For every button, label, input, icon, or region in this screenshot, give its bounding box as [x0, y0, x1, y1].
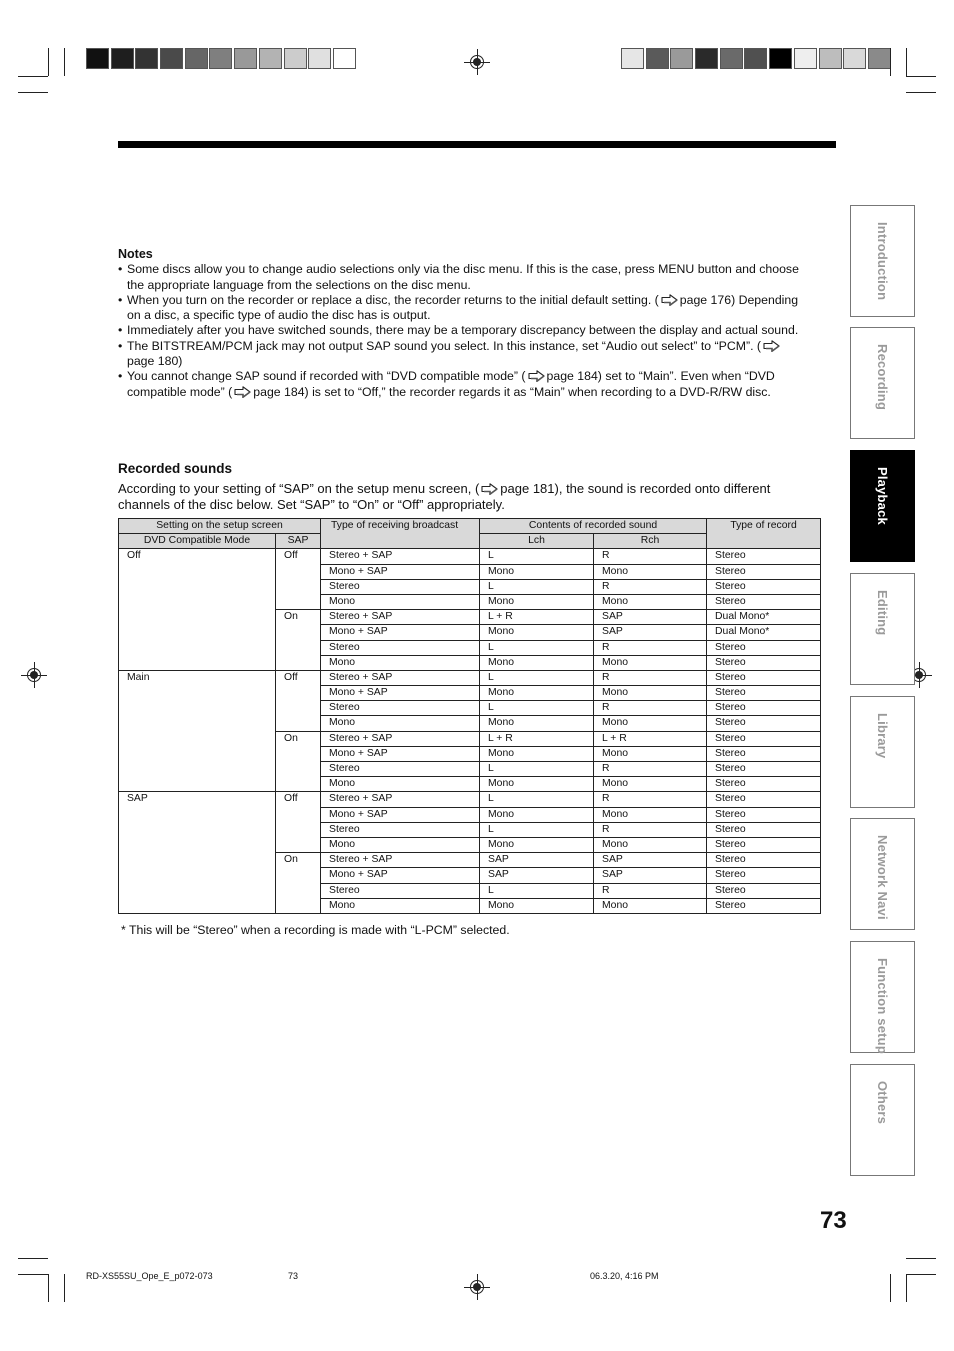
- color-swatch: [769, 48, 792, 69]
- chapter-tab-label: Library: [875, 713, 890, 759]
- chapter-tab-label: Function setup: [875, 958, 890, 1054]
- notes-section: [118, 247, 808, 400]
- color-swatch: [209, 48, 232, 69]
- color-swatch: [621, 48, 644, 69]
- cell-record-type: Stereo: [707, 807, 821, 822]
- cell-lch: L: [480, 792, 594, 807]
- chapter-tab-label: Recording: [875, 344, 890, 411]
- cell-lch: L: [480, 640, 594, 655]
- chapter-tab-recording[interactable]: [850, 327, 915, 439]
- cell-record-type: Stereo: [707, 853, 821, 868]
- color-swatch: [86, 48, 109, 69]
- cell-record-type: Stereo: [707, 822, 821, 837]
- cell-lch: L: [480, 883, 594, 898]
- page-ref-arrow-icon: [481, 483, 498, 495]
- page-ref-arrow-icon: [234, 386, 251, 398]
- cell-rch: SAP: [594, 868, 707, 883]
- cell-lch: L: [480, 670, 594, 685]
- cell-rch: SAP: [594, 625, 707, 640]
- cell-lch: Mono: [480, 898, 594, 913]
- chapter-tab-label: Introduction: [875, 222, 890, 301]
- cell-broadcast: Stereo + SAP: [321, 670, 480, 685]
- header-sap: SAP: [276, 534, 321, 549]
- cell-lch: Mono: [480, 686, 594, 701]
- cell-lch: Mono: [480, 746, 594, 761]
- cell-record-type: Stereo: [707, 549, 821, 564]
- color-swatch: [135, 48, 158, 69]
- chapter-tab-network-navi[interactable]: [850, 818, 915, 930]
- recorded-sounds-table: [118, 518, 821, 914]
- cell-rch: R: [594, 670, 707, 685]
- cell-record-type: Stereo: [707, 564, 821, 579]
- cell-lch: Mono: [480, 625, 594, 640]
- color-swatch: [646, 48, 669, 69]
- cell-record-type: Stereo: [707, 670, 821, 685]
- color-swatch: [308, 48, 331, 69]
- header-lch: Lch: [480, 534, 594, 549]
- cell-rch: Mono: [594, 716, 707, 731]
- color-swatch: [794, 48, 817, 69]
- cell-record-type: Stereo: [707, 837, 821, 852]
- cell-broadcast: Mono + SAP: [321, 807, 480, 822]
- cell-lch: SAP: [480, 868, 594, 883]
- cell-rch: Mono: [594, 594, 707, 609]
- cell-lch: Mono: [480, 716, 594, 731]
- cell-record-type: Dual Mono*: [707, 610, 821, 625]
- note-item: • When you turn on the recorder or replace a disc, the recorder returns to the initial default setting. ( page 176) Depending on a disc, a specific type of audio the disc has is output.: [118, 293, 808, 324]
- cell-lch: Mono: [480, 594, 594, 609]
- cell-lch: Mono: [480, 807, 594, 822]
- cell-broadcast: Mono + SAP: [321, 625, 480, 640]
- cell-rch: R: [594, 579, 707, 594]
- page-ref-arrow-icon: [763, 340, 780, 352]
- cell-rch: R: [594, 883, 707, 898]
- notes-title: Notes: [118, 247, 153, 261]
- cell-record-type: Stereo: [707, 686, 821, 701]
- cell-record-type: Stereo: [707, 883, 821, 898]
- header-rule: [118, 141, 836, 148]
- cell-lch: L: [480, 822, 594, 837]
- cell-rch: Mono: [594, 777, 707, 792]
- cell-broadcast: Stereo: [321, 883, 480, 898]
- cell-lch: SAP: [480, 853, 594, 868]
- cell-rch: R: [594, 701, 707, 716]
- page-ref-arrow-icon: [528, 370, 545, 382]
- color-swatch: [868, 48, 891, 69]
- footer-filename: RD-XS55SU_Ope_E_p072-073: [86, 1271, 213, 1281]
- cell-broadcast: Stereo + SAP: [321, 610, 480, 625]
- cell-dvd-mode: Main: [119, 670, 276, 792]
- header-broadcast: Type of receiving broadcast: [321, 519, 480, 549]
- note-item: • Some discs allow you to change audio selections only via the disc menu. If this is the case, press MENU button and choose the appropriate language from the selections on the disc menu.: [118, 262, 808, 293]
- cell-record-type: Stereo: [707, 868, 821, 883]
- chapter-tab-others[interactable]: [850, 1064, 915, 1176]
- color-swatch: [843, 48, 866, 69]
- cell-rch: R: [594, 640, 707, 655]
- chapter-tab-label: Network Navi: [875, 835, 890, 920]
- registration-mark-icon: [464, 1274, 490, 1300]
- cell-sap: Off: [276, 549, 321, 610]
- cell-rch: Mono: [594, 837, 707, 852]
- note-item: • The BITSTREAM/PCM jack may not output SAP sound you select. In this instance, set “Audio out select” to “PCM”. ( page 180): [118, 339, 808, 370]
- chapter-tab-editing[interactable]: [850, 573, 915, 685]
- color-swatch: [185, 48, 208, 69]
- cell-broadcast: Mono: [321, 594, 480, 609]
- header-setting: Setting on the setup screen: [119, 519, 321, 534]
- cell-broadcast: Stereo + SAP: [321, 853, 480, 868]
- notes-list: [118, 262, 808, 400]
- color-swatch: [819, 48, 842, 69]
- cell-broadcast: Mono + SAP: [321, 564, 480, 579]
- cell-lch: L + R: [480, 731, 594, 746]
- color-swatch: [234, 48, 257, 69]
- cell-record-type: Dual Mono*: [707, 625, 821, 640]
- section-title: Recorded sounds: [118, 461, 233, 476]
- color-swatch: [720, 48, 743, 69]
- cell-rch: SAP: [594, 610, 707, 625]
- cell-broadcast: Stereo: [321, 701, 480, 716]
- cell-broadcast: Mono + SAP: [321, 686, 480, 701]
- header-dvd-mode: DVD Compatible Mode: [119, 534, 276, 549]
- cell-broadcast: Mono: [321, 898, 480, 913]
- cell-broadcast: Stereo: [321, 762, 480, 777]
- color-swatch: [695, 48, 718, 69]
- cell-rch: L + R: [594, 731, 707, 746]
- header-rch: Rch: [594, 534, 707, 549]
- footer-page: 73: [288, 1271, 299, 1281]
- cell-broadcast: Stereo + SAP: [321, 549, 480, 564]
- cell-broadcast: Mono + SAP: [321, 868, 480, 883]
- cell-broadcast: Mono + SAP: [321, 746, 480, 761]
- header-record-type: Type of record: [707, 519, 821, 549]
- cell-lch: L: [480, 549, 594, 564]
- cell-lch: Mono: [480, 777, 594, 792]
- cell-record-type: Stereo: [707, 655, 821, 670]
- footnote: * This will be “Stereo” when a recording is made with “L-PCM” selected.: [121, 923, 510, 937]
- header-contents: Contents of recorded sound: [480, 519, 707, 534]
- color-swatch: [284, 48, 307, 69]
- cell-sap: On: [276, 610, 321, 671]
- cell-record-type: Stereo: [707, 792, 821, 807]
- cell-record-type: Stereo: [707, 579, 821, 594]
- cell-broadcast: Stereo + SAP: [321, 731, 480, 746]
- cell-record-type: Stereo: [707, 746, 821, 761]
- color-bar-right: [621, 48, 893, 69]
- chapter-tab-introduction[interactable]: [850, 205, 915, 317]
- cell-sap: On: [276, 853, 321, 914]
- cell-lch: Mono: [480, 837, 594, 852]
- cell-lch: L + R: [480, 610, 594, 625]
- note-item: • Immediately after you have switched sounds, there may be a temporary discrepancy between the display and actual sound.: [118, 323, 808, 338]
- footer-timestamp: 06.3.20, 4:16 PM: [590, 1271, 659, 1281]
- table-body: [119, 549, 821, 914]
- cell-lch: L: [480, 762, 594, 777]
- cell-broadcast: Stereo: [321, 640, 480, 655]
- note-item: • You cannot change SAP sound if recorded with “DVD compatible mode” ( page 184) set to “Main”. Even when “DVD compatible mode” ( page 184) is set to “Off,” the recorder regards it as “Main” when recording to a DVD-R/RW disc.: [118, 369, 808, 400]
- cell-broadcast: Mono: [321, 837, 480, 852]
- cell-sap: Off: [276, 670, 321, 731]
- table-row: [119, 670, 821, 685]
- color-swatch: [160, 48, 183, 69]
- cell-rch: Mono: [594, 807, 707, 822]
- cell-rch: Mono: [594, 564, 707, 579]
- color-bar-left: [86, 48, 358, 69]
- page-ref-arrow-icon: [661, 294, 678, 306]
- table-row: [119, 792, 821, 807]
- page-number: 73: [820, 1207, 847, 1234]
- cell-rch: R: [594, 549, 707, 564]
- color-swatch: [111, 48, 134, 69]
- cell-record-type: Stereo: [707, 898, 821, 913]
- chapter-tab-label: Others: [875, 1081, 890, 1125]
- cell-record-type: Stereo: [707, 762, 821, 777]
- cell-lch: L: [480, 701, 594, 716]
- cell-rch: R: [594, 762, 707, 777]
- cell-record-type: Stereo: [707, 777, 821, 792]
- chapter-tab-label: Editing: [875, 590, 890, 636]
- cell-broadcast: Mono: [321, 655, 480, 670]
- cell-dvd-mode: SAP: [119, 792, 276, 914]
- cell-broadcast: Mono: [321, 777, 480, 792]
- cell-lch: L: [480, 579, 594, 594]
- color-swatch: [259, 48, 282, 69]
- registration-mark-icon: [464, 49, 490, 75]
- chapter-tab-label: Playback: [875, 467, 890, 525]
- cell-record-type: Stereo: [707, 640, 821, 655]
- cell-rch: R: [594, 822, 707, 837]
- cell-rch: SAP: [594, 853, 707, 868]
- cell-lch: Mono: [480, 655, 594, 670]
- color-swatch: [744, 48, 767, 69]
- chapter-tab-function-setup[interactable]: [850, 941, 915, 1053]
- cell-record-type: Stereo: [707, 701, 821, 716]
- cell-record-type: Stereo: [707, 594, 821, 609]
- cell-sap: On: [276, 731, 321, 792]
- cell-rch: Mono: [594, 655, 707, 670]
- color-swatch: [670, 48, 693, 69]
- cell-sap: Off: [276, 792, 321, 853]
- cell-record-type: Stereo: [707, 716, 821, 731]
- table-row: [119, 549, 821, 564]
- cell-broadcast: Stereo + SAP: [321, 792, 480, 807]
- color-swatch: [333, 48, 356, 69]
- cell-broadcast: Stereo: [321, 579, 480, 594]
- chapter-tab-library[interactable]: [850, 696, 915, 808]
- cell-rch: Mono: [594, 898, 707, 913]
- cell-record-type: Stereo: [707, 731, 821, 746]
- cell-rch: Mono: [594, 746, 707, 761]
- cell-broadcast: Mono: [321, 716, 480, 731]
- section-intro: According to your setting of “SAP” on the setup menu screen, ( page 181), the sound is recorded onto different channels of the disc below. Set “SAP” to “On” or “Off” appropriately.: [118, 481, 771, 512]
- cell-rch: Mono: [594, 686, 707, 701]
- cell-dvd-mode: Off: [119, 549, 276, 671]
- cell-lch: Mono: [480, 564, 594, 579]
- chapter-tab-playback[interactable]: [850, 450, 915, 562]
- registration-mark-icon: [21, 662, 47, 688]
- cell-rch: R: [594, 792, 707, 807]
- cell-broadcast: Stereo: [321, 822, 480, 837]
